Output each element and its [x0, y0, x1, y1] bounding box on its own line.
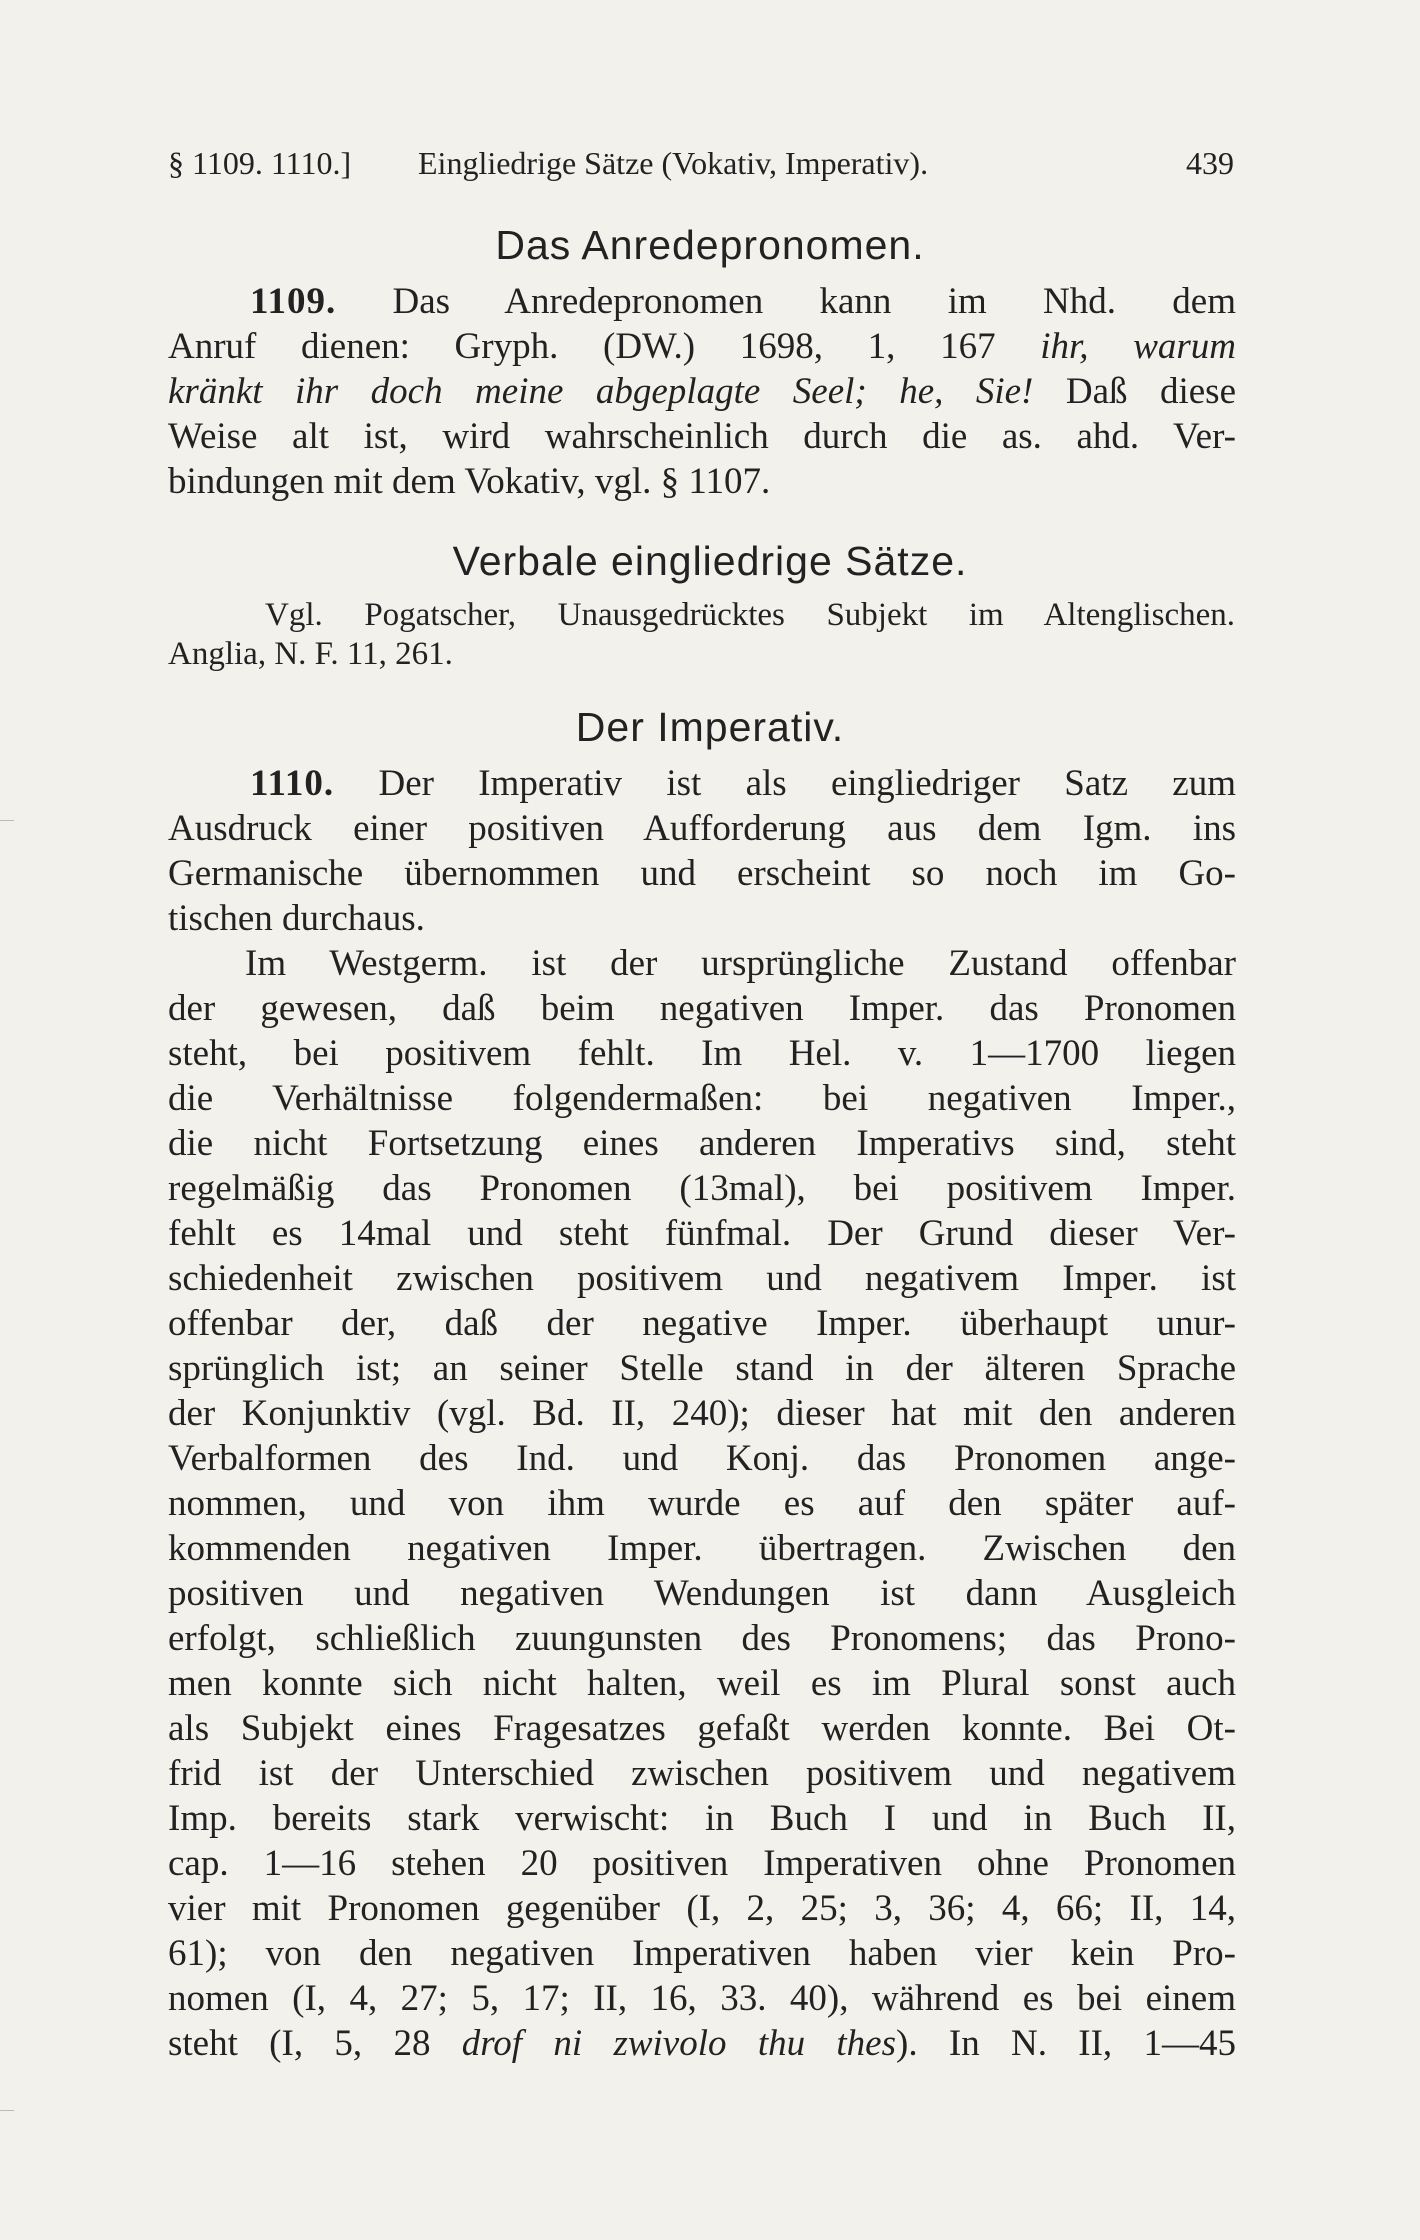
paragraph-westgerm-line: positiven und negativen Wendungen ist dann Ausgleich — [168, 1573, 1236, 1614]
paragraph-westgerm-line: cap. 1—16 stehen 20 positiven Imperativen ohne Pronomen — [168, 1843, 1236, 1884]
paragraph-westgerm-line: der Konjunktiv (vgl. Bd. II, 240); dieser hat mit den anderen — [168, 1393, 1236, 1434]
reference-note-line-1: Vgl. Pogatscher, Unausgedrücktes Subjekt im Altenglischen. — [265, 597, 1235, 633]
paragraph-westgerm-line: nommen, und von ihm wurde es auf den später auf- — [168, 1483, 1236, 1524]
paragraph-westgerm-line: kommenden negativen Imper. übertragen. Zwischen den — [168, 1528, 1236, 1569]
paragraph-number-1109: 1109. — [250, 281, 337, 322]
reference-note-line-2: Anglia, N. F. 11, 261. — [168, 636, 453, 672]
paragraph-1109-line-2: Anruf dienen: Gryph. (DW.) 1698, 1, 167 ihr, warum — [168, 326, 1236, 367]
paragraph-1109-line-3: kränkt ihr doch meine abgeplagte Seel; he, Sie! Daß diese — [168, 371, 1236, 412]
paragraph-westgerm-line: sprünglich ist; an seiner Stelle stand in der älteren Sprache — [168, 1348, 1236, 1389]
paragraph-westgerm-line: steht, bei positivem fehlt. Im Hel. v. 1—1700 liegen — [168, 1033, 1236, 1074]
paragraph-westgerm-line: erfolgt, schließlich zuungunsten des Pronomens; das Prono- — [168, 1618, 1236, 1659]
paragraph-westgerm-line: Verbalformen des Ind. und Konj. das Pronomen ange- — [168, 1438, 1236, 1479]
paragraph-1110-line-3: Germanische übernommen und erscheint so noch im Go- — [168, 853, 1236, 894]
paragraph-1109-line-5: bindungen mit dem Vokativ, vgl. § 1107. — [168, 461, 771, 502]
paragraph-westgerm-line-1: Im Westgerm. ist der ursprüngliche Zustand offenbar — [245, 943, 1236, 984]
paragraph-westgerm-line: offenbar der, daß der negative Imper. überhaupt unur- — [168, 1303, 1236, 1344]
section-heading-imperativ: Der Imperativ. — [575, 704, 845, 750]
header-title: Eingliedrige Sätze (Vokativ, Imperativ). — [418, 145, 929, 181]
paragraph-westgerm-line: die Verhältnisse folgendermaßen: bei negativen Imper., — [168, 1078, 1236, 1119]
paragraph-westgerm-line: fehlt es 14mal und steht fünfmal. Der Grund dieser Ver- — [168, 1213, 1236, 1254]
section-heading-anredepronomen: Das Anredepronomen. — [495, 222, 925, 268]
paragraph-number-1110: 1110. — [250, 763, 335, 804]
paragraph-1109-line-4: Weise alt ist, wird wahrscheinlich durch die as. ahd. Ver- — [168, 416, 1236, 457]
paragraph-westgerm-line: nomen (I, 4, 27; 5, 17; II, 16, 33. 40), während es bei einem — [168, 1978, 1236, 2019]
paragraph-westgerm-line: vier mit Pronomen gegenüber (I, 2, 25; 3, 36; 4, 66; II, 14, — [168, 1888, 1236, 1929]
paragraph-westgerm-line: 61); von den negativen Imperativen haben vier kein Pro- — [168, 1933, 1236, 1974]
paragraph-westgerm-line: der gewesen, daß beim negativen Imper. das Pronomen — [168, 988, 1236, 1029]
paragraph-westgerm-line: regelmäßig das Pronomen (13mal), bei positivem Imper. — [168, 1168, 1236, 1209]
paragraph-westgerm-line: Imp. bereits stark verwischt: in Buch I und in Buch II, — [168, 1798, 1236, 1839]
paragraph-westgerm-line: schiedenheit zwischen positivem und negativem Imper. ist — [168, 1258, 1236, 1299]
paragraph-westgerm-last-line: steht (I, 5, 28 drof ni zwivolo thu thes). In N. II, 1—45 — [168, 2023, 1236, 2064]
paragraph-1110-line-1: 1110. Der Imperativ ist als eingliedriger Satz zum — [250, 763, 1236, 804]
page-number: 439 — [1186, 145, 1234, 181]
paragraph-westgerm-line: men konnte sich nicht halten, weil es im Plural sonst auch — [168, 1663, 1236, 1704]
paragraph-westgerm-line: frid ist der Unterschied zwischen positivem und negativem — [168, 1753, 1236, 1794]
scan-edge-mark — [0, 2110, 14, 2111]
header-section-ref: § 1109. 1110.] — [168, 145, 352, 181]
scan-edge-mark — [0, 820, 14, 821]
section-heading-verbale: Verbale eingliedrige Sätze. — [452, 538, 968, 584]
paragraph-1109-line-1: 1109. Das Anredepronomen kann im Nhd. dem — [250, 281, 1236, 322]
paragraph-1110-line-2: Ausdruck einer positiven Aufforderung aus dem Igm. ins — [168, 808, 1236, 849]
paragraph-westgerm-line: die nicht Fortsetzung eines anderen Imperativs sind, steht — [168, 1123, 1236, 1164]
paragraph-1110-line-4: tischen durchaus. — [168, 898, 425, 939]
paragraph-westgerm-line: als Subjekt eines Fragesatzes gefaßt werden konnte. Bei Ot- — [168, 1708, 1236, 1749]
